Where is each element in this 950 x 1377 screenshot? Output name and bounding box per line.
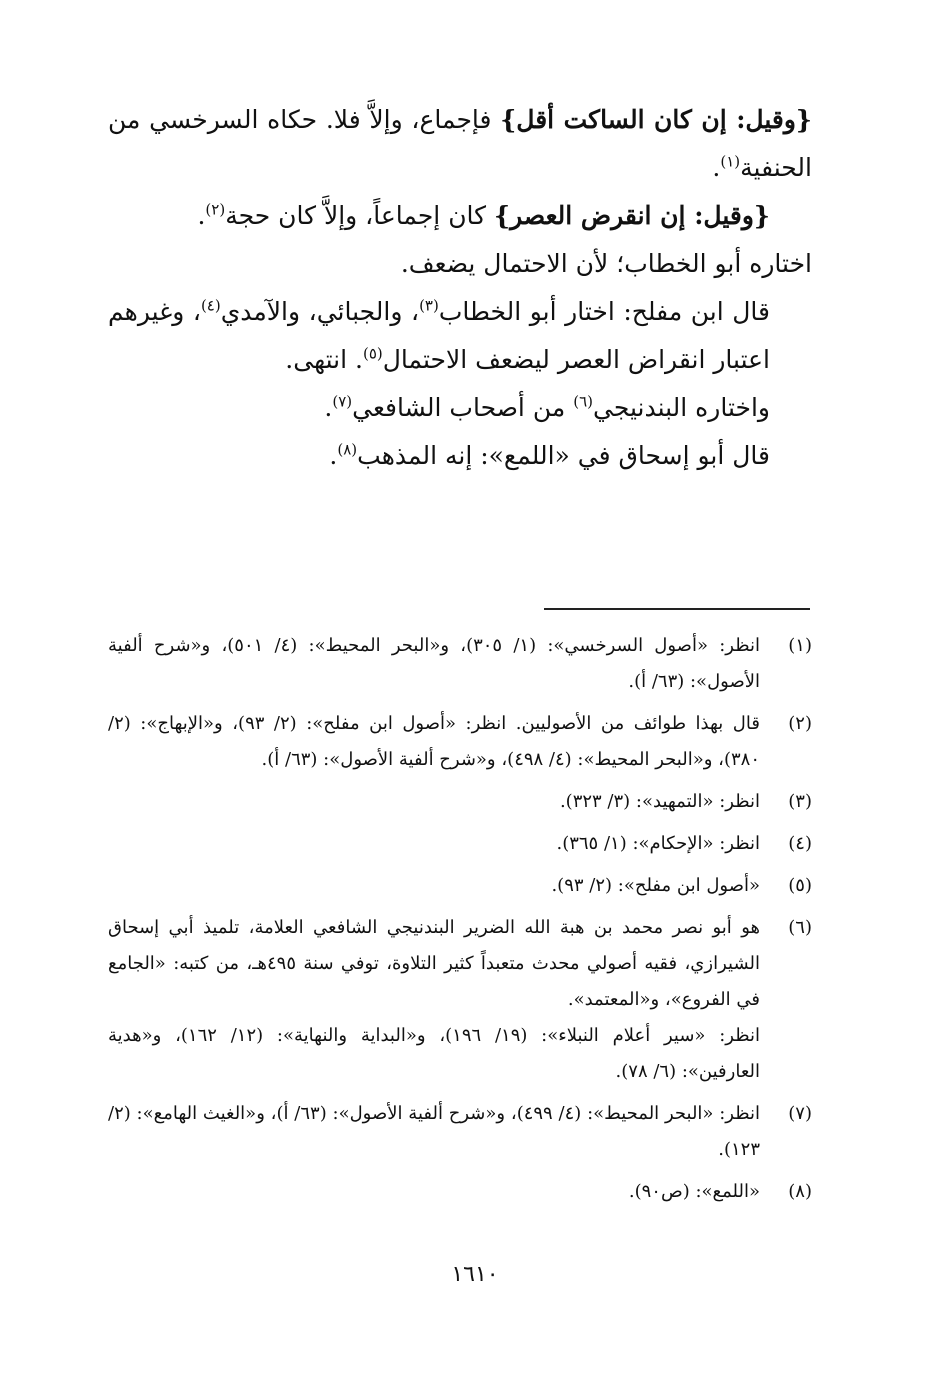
- footnote-text: انظر: «أصول السرخسي»: (١/ ٣٠٥)، و«البحر المحيط»: (٤/ ٥٠١)، و«شرح ألفية الأصول»: (٦٣/ أ).: [108, 635, 760, 692]
- paragraph-6-text: قال أبو إسحاق في «اللمع»: إنه المذهب: [357, 441, 770, 470]
- paragraph-6: [108, 432, 812, 480]
- footnote-number: (٤): [788, 833, 812, 854]
- footnote-text: انظر: «التمهيد»: (٣/ ٣٢٣).: [559, 791, 760, 812]
- paragraph-4-text-d: . انتهى.: [285, 345, 363, 374]
- footnote-6: [108, 910, 812, 1090]
- footnote-ref-3[interactable]: (٣): [419, 296, 439, 315]
- footnotes: [108, 628, 812, 1216]
- footnote-extra-text: انظر: «سير أعلام النبلاء»: (١٩/ ١٩٦)، و«البداية والنهاية»: (١٢/ ١٦٢)، و«هدية العارفين»: (٦/ ٧٨).: [108, 1025, 760, 1082]
- footnote-ref-2[interactable]: (٢): [205, 200, 226, 219]
- footnote-number: (٥): [788, 875, 812, 896]
- paragraph-3-text: اختاره أبو الخطاب؛ لأن الاحتمال يضعف.: [400, 249, 812, 278]
- footnote-text: انظر: «البحر المحيط»: (٤/ ٤٩٩)، و«شرح ألفية الأصول»: (٦٣/ أ)، و«الغيث الهامع»: (٢/ ١٢٣).: [108, 1103, 760, 1160]
- footnote-ref-1[interactable]: (١): [720, 152, 741, 171]
- footnote-5: [108, 868, 812, 904]
- main-text: [108, 96, 812, 480]
- footnote-8: [108, 1174, 812, 1210]
- footnote-number: (٣): [788, 791, 812, 812]
- footnote-number: (٨): [788, 1181, 812, 1202]
- footnote-text: «اللمع»: (ص٩٠).: [628, 1181, 760, 1202]
- paragraph-2-bold: {وقيل: إن انقرض العصر}: [494, 201, 770, 230]
- footnote-1: [108, 628, 812, 700]
- paragraph-4-text-c: ، وغيرهم اعتبار انقراض العصر ليضعف الاحتمال: [108, 297, 770, 374]
- footnote-2: [108, 706, 812, 778]
- paragraph-1-end: .: [712, 153, 721, 182]
- page-number: ١٦١٠: [451, 1262, 499, 1287]
- footnote-text: قال بهذا طوائف من الأصوليين. انظر: «أصول ابن مفلح»: (٢/ ٩٣)، و«الإبهاج»: (٢/ ٣٨٠)، و«البحر المحيط»: (٤/ ٤٩٨)، و«شرح ألفية الأصول»: (٦٣/ أ).: [108, 713, 760, 770]
- footnote-number: (٢): [788, 713, 812, 734]
- paragraph-4: [108, 288, 812, 384]
- footnote-separator: [544, 608, 810, 610]
- paragraph-1: [108, 96, 812, 192]
- footnote-3: [108, 784, 812, 820]
- paragraph-6-end: .: [329, 441, 338, 470]
- footnote-number: (٧): [788, 1103, 812, 1124]
- footnote-7: [108, 1096, 812, 1168]
- footnote-text-block: [108, 910, 760, 1090]
- paragraph-1-bold: {وقيل: إن كان الساكت أقل}: [500, 105, 812, 134]
- paragraph-5-text-b: من أصحاب الشافعي: [352, 393, 574, 422]
- paragraph-3: [108, 240, 812, 288]
- footnote-text: «أصول ابن مفلح»: (٢/ ٩٣).: [551, 875, 760, 896]
- footnote-number: (١): [788, 635, 812, 656]
- footnote-ref-5[interactable]: (٥): [362, 344, 383, 363]
- footnote-ref-6[interactable]: (٦): [573, 392, 593, 411]
- paragraph-4-text-b: ، والجبائي، والآمدي: [220, 297, 420, 326]
- footnote-number: (٦): [788, 917, 812, 938]
- paragraph-1-text: فإجماع، وإلاَّ فلا. حكاه السرخسي من الحنفية: [108, 105, 812, 182]
- footnote-text: هو أبو نصر محمد بن هبة الله الضرير البندنيجي الشافعي العلامة، تلميذ أبي إسحاق الشيرازي، فقيه أصولي محدث متعبداً كثير التلاوة، توفي سنة ٤٩٥هـ، من كتبه: «الجامع في الفروع»، و«المعتمد».: [108, 917, 760, 1010]
- footnote-4: [108, 826, 812, 862]
- footnote-ref-7[interactable]: (٧): [332, 392, 353, 411]
- paragraph-2: [108, 192, 812, 240]
- footnote-ref-4[interactable]: (٤): [200, 296, 221, 315]
- footnote-ref-8[interactable]: (٨): [337, 440, 358, 459]
- paragraph-5-text-a: واختاره البندنيجي: [592, 393, 770, 422]
- paragraph-2-text: كان إجماعاً، وإلاَّ كان حجة: [225, 201, 495, 230]
- paragraph-5: [108, 384, 812, 432]
- paragraph-4-text-a: قال ابن مفلح: اختار أبو الخطاب: [438, 297, 770, 326]
- paragraph-2-end: .: [197, 201, 206, 230]
- paragraph-5-end: .: [324, 393, 333, 422]
- footnote-text: انظر: «الإحكام»: (١/ ٣٦٥).: [556, 833, 760, 854]
